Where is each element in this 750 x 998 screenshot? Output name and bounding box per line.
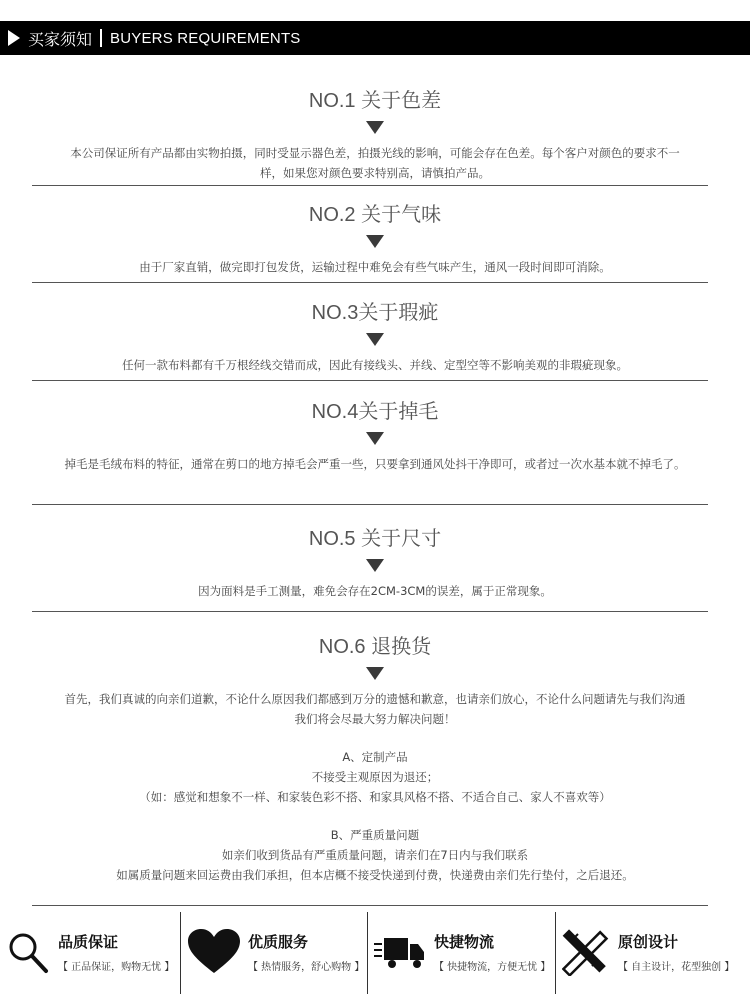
arrow-down-icon (366, 559, 384, 572)
section-shedding (0, 395, 750, 474)
arrow-down-icon (366, 235, 384, 248)
feature-title: 原创设计 (618, 933, 679, 951)
magnifier-icon (6, 927, 50, 977)
custom-product-line1: 不接受主观原因为退还； (311, 770, 439, 784)
section-title: NO.4关于掉毛 (311, 401, 439, 423)
header-bar (0, 21, 750, 55)
divider (32, 504, 708, 505)
divider (32, 282, 708, 283)
features-row (0, 912, 750, 998)
arrow-down-icon (366, 432, 384, 445)
feature-quality (6, 912, 174, 992)
section-body: 由于厂家直销，做完即打包发货，运输过程中难免会有些气味产生，通风一段时间即可消除。 (139, 260, 611, 274)
quality-issue-title: B、严重质量问题 (330, 828, 420, 842)
feature-text (248, 931, 364, 973)
section-body: 任何一款布料都有千万根经线交错而成，因此有接线头、并线、定型空等不影响美观的非瑕疵现象。 (122, 358, 628, 372)
feature-divider (555, 912, 556, 994)
section-odor (0, 198, 750, 277)
section-title: NO.2 关于气味 (308, 204, 442, 226)
section-title: NO.3关于瑕疵 (311, 302, 439, 324)
quality-issue-line2: 如属质量问题来回运费由我们承担，但本店概不接受快递到付费，快递费由亲们先行垫付，之后退还。 (116, 868, 634, 882)
feature-text (618, 931, 734, 973)
section-body: 首先，我们真诚的向亲们道歉，不论什么原因我们都感到万分的遗憾和歉意，也请亲们放心，不论什么问题请先与我们沟通我们将会尽最大努力解决问题！ (64, 692, 686, 726)
quality-issue-line1: 如亲们收到货品有严重质量问题，请亲们在7日内与我们联系 (221, 848, 529, 862)
section-title: NO.1 关于色差 (308, 90, 442, 112)
feature-subtitle: 【 快捷物流，方便无忧 】 (434, 962, 551, 973)
header-title-cn: 买家须知 (28, 29, 93, 49)
header-divider (100, 29, 102, 47)
custom-product-line2: （如：感觉和想象不一样、和家装色彩不搭、和家具风格不搭、不适合自己、家人不喜欢等） (139, 790, 611, 804)
section-body: 掉毛是毛绒布料的特征，通常在剪口的地方掉毛会严重一些，只要拿到通风处抖干净即可，或者过一次水基本就不掉毛了。 (64, 457, 686, 471)
heart-icon (188, 929, 240, 975)
play-icon (8, 30, 20, 46)
feature-title: 品质保证 (58, 933, 119, 951)
feature-logistics (374, 912, 550, 992)
feature-subtitle: 【 正品保证，购物无忧 】 (58, 962, 175, 973)
arrow-down-icon (366, 121, 384, 134)
divider (32, 905, 708, 906)
arrow-down-icon (366, 333, 384, 346)
feature-subtitle: 【 自主设计，花型独创 】 (618, 962, 735, 973)
divider (32, 611, 708, 612)
feature-title: 优质服务 (248, 933, 309, 951)
feature-divider (180, 912, 181, 994)
feature-text (58, 931, 174, 973)
arrow-down-icon (366, 667, 384, 680)
feature-design (562, 912, 734, 992)
divider (32, 380, 708, 381)
ruler-pencil-icon (562, 928, 610, 976)
custom-product-title: A、定制产品 (342, 750, 408, 764)
feature-title: 快捷物流 (434, 933, 495, 951)
section-title: NO.5 关于尺寸 (308, 528, 442, 550)
divider (32, 185, 708, 186)
section-color-difference (0, 84, 750, 183)
feature-divider (367, 912, 368, 994)
feature-service (188, 912, 364, 992)
feature-subtitle: 【 热情服务，舒心购物 】 (248, 962, 365, 973)
section-body: 因为面料是手工测量，难免会存在2CM-3CM的误差，属于正常现象。 (198, 584, 552, 598)
section-flaws (0, 296, 750, 375)
section-body: 本公司保证所有产品都由实物拍摄，同时受显示器色差，拍摄光线的影响，可能会存在色差。每个客户对颜色的要求不一样，如果您对颜色要求特别高，请慎拍产品。 (70, 146, 680, 180)
section-size (0, 522, 750, 601)
section-title: NO.6 退换货 (318, 636, 432, 658)
section-returns (0, 630, 750, 885)
feature-text (434, 931, 550, 973)
truck-icon (374, 932, 426, 972)
header-title-en: BUYERS REQUIREMENTS (110, 29, 301, 47)
